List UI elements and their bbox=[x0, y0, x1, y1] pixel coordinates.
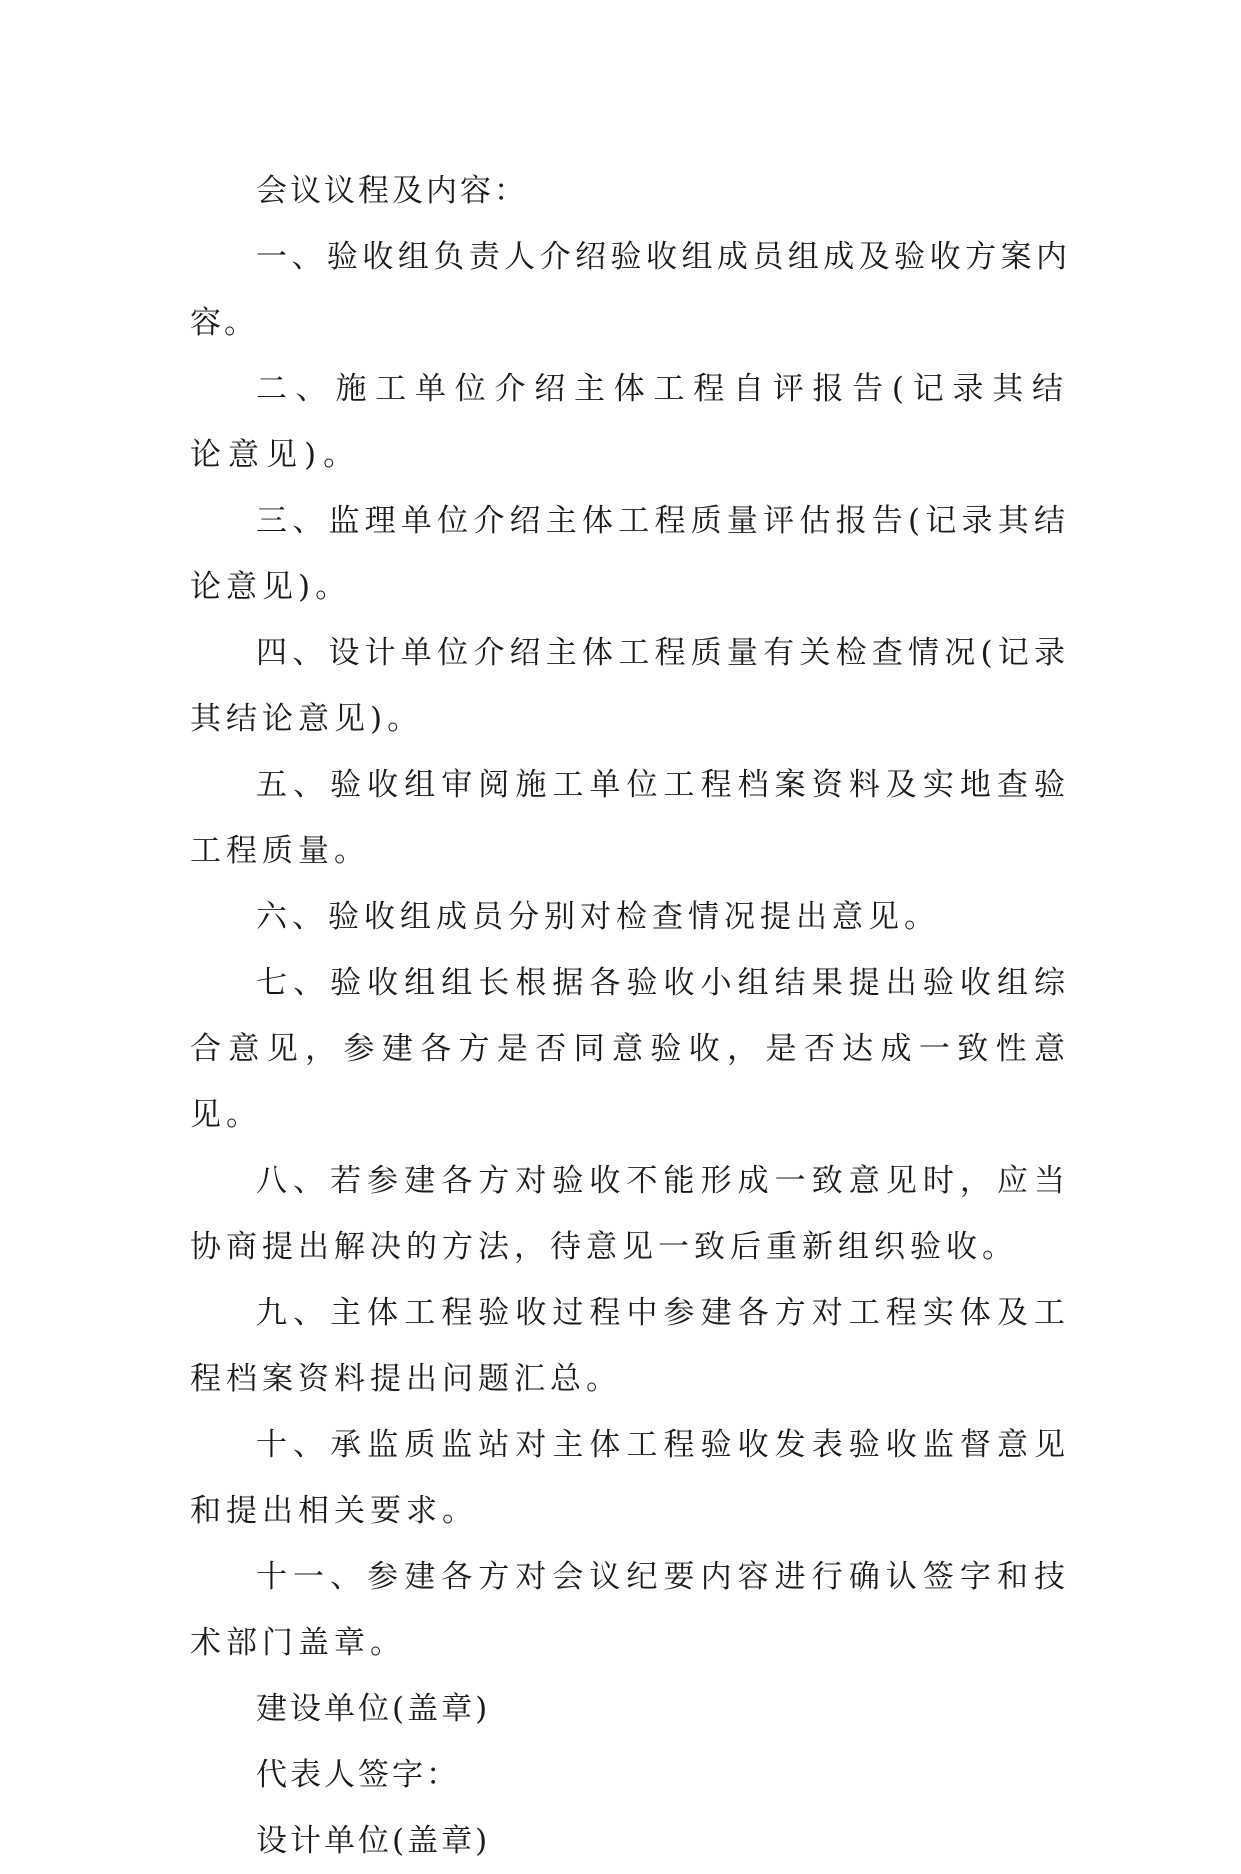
agenda-heading: 会议议程及内容： bbox=[256, 173, 528, 209]
agenda-item-8: 八、若参建各方对验收不能形成一致意见时，应当协商提出解决的方法，待意见一致后重新组织验收。 bbox=[190, 1163, 1070, 1265]
agenda-item-9: 九、主体工程验收过程中参建各方对工程实体及工程档案资料提出问题汇总。 bbox=[190, 1295, 1070, 1397]
agenda-item-5: 五、验收组审阅施工单位工程档案资料及实地查验工程质量。 bbox=[190, 767, 1070, 869]
agenda-item-6: 六、验收组成员分别对检查情况提出意见。 bbox=[256, 899, 940, 935]
agenda-item-10: 十、承监质监站对主体工程验收发表验收监督意见和提出相关要求。 bbox=[190, 1427, 1070, 1529]
agenda-item-4: 四、设计单位介绍主体工程质量有关检查情况(记录其结论意见)。 bbox=[190, 635, 1070, 737]
agenda-item-7: 七、验收组组长根据各验收小组结果提出验收组综合意见，参建各方是否同意验收，是否达成一致性意见。 bbox=[190, 965, 1070, 1133]
agenda-item-2: 二、施工单位介绍主体工程自评报告(记录其结论意见)。 bbox=[190, 371, 1070, 473]
signature-design-unit: 设计单位(盖章) bbox=[256, 1823, 491, 1859]
agenda-item-3: 三、监理单位介绍主体工程质量评估报告(记录其结论意见)。 bbox=[190, 503, 1070, 605]
document-body bbox=[190, 158, 1070, 1874]
signature-construction-unit: 建设单位(盖章) bbox=[256, 1691, 491, 1727]
agenda-item-11: 十一、参建各方对会议纪要内容进行确认签字和技术部门盖章。 bbox=[190, 1559, 1070, 1661]
signature-representative: 代表人签字： bbox=[256, 1757, 460, 1793]
agenda-item-1: 一、验收组负责人介绍验收组成员组成及验收方案内容。 bbox=[190, 239, 1070, 341]
